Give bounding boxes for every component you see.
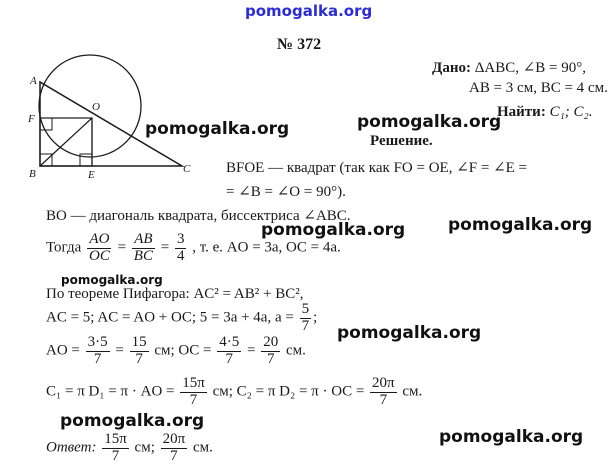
find-line [497,104,593,121]
given-triangle: ΔABC, ∠B = 90°, [474,60,586,76]
text: см; C₂ = π D₂ = π · OC = [212,383,365,400]
label-b: B [29,168,36,180]
denominator: OC [88,247,110,264]
ratio-line [46,232,341,265]
denominator: 4 [176,247,185,264]
numerator: 15π [104,431,127,447]
watermark: pomogalka.org [357,112,502,132]
watermark: pomogalka.org [439,427,584,447]
lengths-line [46,335,306,368]
text: , т. е. AO = 3a, OC = 4a. [192,239,341,256]
geometry-diagram [26,50,196,180]
watermark: pomogalka.org [145,119,290,139]
fraction [86,335,110,368]
denominator: 7 [189,391,198,408]
label-a: A [30,75,37,87]
fraction [300,302,312,335]
fraction [87,232,112,265]
fraction [261,335,280,368]
solution-line: По теореме Пифагора: AC² = AB² + BC², [46,286,304,302]
numerator: 20π [372,375,395,391]
text: = [117,239,127,256]
denominator: 7 [170,447,178,464]
numerator: 4·5 [219,334,240,350]
text: AO = [46,342,80,359]
text: см; [134,439,155,456]
fraction [102,432,129,465]
watermark: pomogalka.org [448,215,593,235]
denominator: 7 [225,350,233,367]
text: ; [313,309,318,326]
label-c: C [183,163,191,175]
given-line-1 [432,58,586,77]
fraction [175,232,187,265]
text: C₁ = π D₁ = π · AO = [46,383,175,400]
solution-line: BO — диагональ квадрата, биссектриса ∠ABC. [46,208,351,224]
text: см. [402,383,423,400]
denominator: 7 [379,391,388,408]
inscribed-circle [39,55,141,157]
watermark: pomogalka.org [337,323,482,343]
numerator: 3·5 [87,334,108,350]
fraction [132,232,155,265]
label-f: F [28,113,35,125]
diagonal-bo [40,118,92,166]
solution-line: = ∠B = ∠O = 90°). [226,184,346,200]
text: = [115,342,124,359]
text: = [160,239,170,256]
watermark: pomogalka.org [261,220,406,240]
denominator: 7 [266,350,275,367]
denominator: BC [133,247,153,264]
watermark: pomogalka.org [60,411,205,431]
solution-line: BFOE — квадрат (так как FO = OE, ∠F = ∠E = [226,160,528,176]
top-watermark: pomogalka.org [245,2,373,20]
text: см; OC = [154,342,212,359]
text: см. [192,439,213,456]
fraction [180,376,207,409]
answer-label: Ответ: [46,439,97,456]
fraction [217,335,241,368]
given-label: Дано: [432,60,471,76]
text: AC = 5; AC = AO + OC; 5 = 3a + 4a, a = [46,309,294,326]
fraction [370,376,397,409]
text: Тогда [46,239,82,256]
numerator: 15 [131,334,147,350]
numerator: AB [134,231,153,247]
circumference-line [46,376,422,409]
numerator: 5 [301,301,310,317]
sum-line [46,302,317,335]
solution-heading: Решение. [370,133,433,149]
label-o: O [92,101,100,113]
numerator: 20 [263,334,279,350]
denominator: 7 [111,447,120,464]
text: см. [285,342,306,359]
numerator: 20π [162,431,186,447]
text: = [246,342,256,359]
denominator: 7 [93,350,102,367]
answer-line [46,432,213,465]
numerator: 15π [182,375,205,391]
fraction [130,335,149,368]
label-e: E [88,169,95,180]
find-value: C₁; C₂. [549,104,593,120]
problem-number: № 372 [277,36,322,53]
denominator: 7 [135,350,143,367]
fraction [161,432,188,465]
denominator: 7 [301,317,310,334]
watermark: pomogalka.org [61,273,163,287]
given-line-2: AB = 3 см, BC = 4 см. [469,80,608,96]
find-label: Найти: [497,104,546,120]
numerator: AO [89,231,110,247]
numerator: 3 [176,231,185,247]
